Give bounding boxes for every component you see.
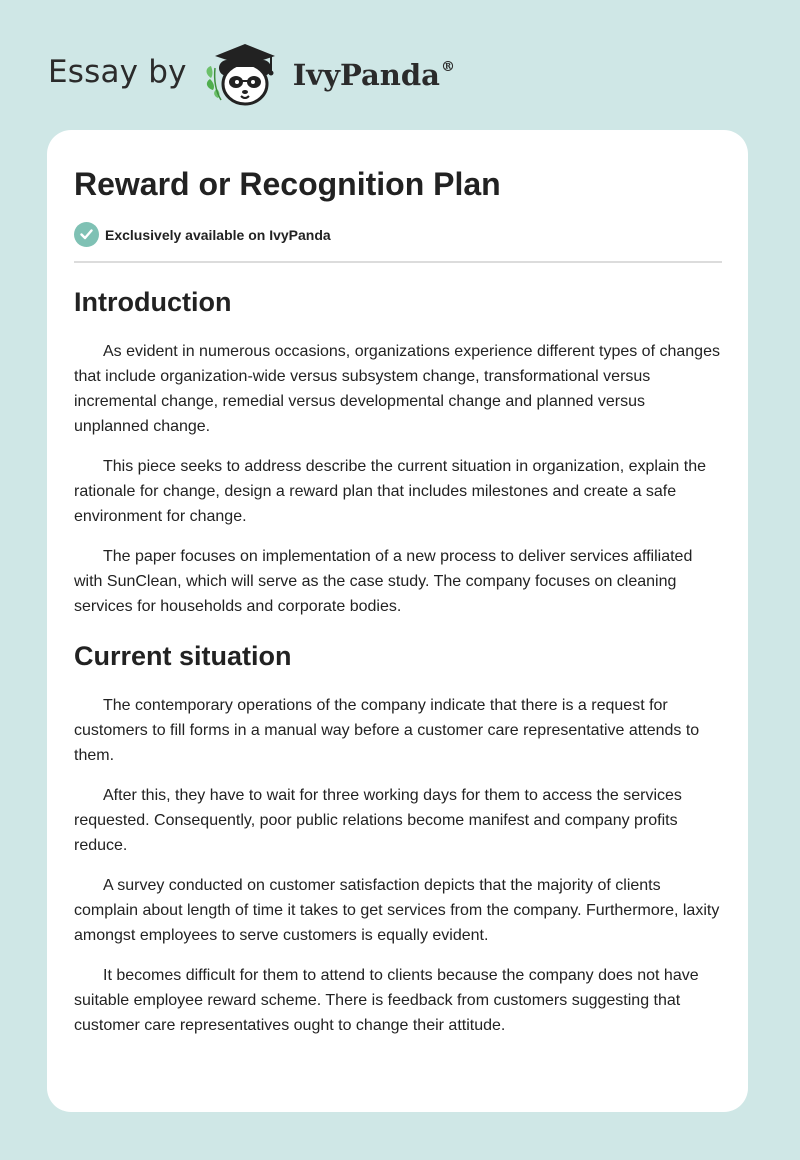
- exclusive-badge-text: Exclusively available on IvyPanda: [105, 226, 331, 243]
- paragraph: After this, they have to wait for three working days for them to access the services requested. Consequently, poor public relations become manifest and company profits reduce.: [74, 787, 682, 854]
- divider: [74, 261, 722, 263]
- article-title: Reward or Recognition Plan: [74, 166, 501, 202]
- brand-text: IvyPanda: [292, 58, 440, 92]
- paragraph: A survey conducted on customer satisfaction depicts that the majority of clients complain about length of time it takes to get services from the company. Furthermore, laxity amongst employees to serve customers is equally evident.: [74, 877, 720, 944]
- section-heading-current-situation: Current situation: [74, 641, 292, 671]
- paragraph: It becomes difficult for them to attend to clients because the company does not have suitable employee reward scheme. There is feedback from customers suggesting that customer care representatives ought to change their attitude.: [74, 967, 699, 1034]
- panda-logo-icon[interactable]: [201, 38, 289, 110]
- section-heading-introduction: Introduction: [74, 287, 232, 317]
- paragraph: The contemporary operations of the company indicate that there is a request for customers to fill forms in a manual way before a customer care representative attends to them.: [74, 697, 700, 764]
- registered-mark: ®: [440, 59, 455, 75]
- site-header: [48, 38, 455, 110]
- check-icon: [74, 222, 99, 247]
- essay-by-label: Essay by: [48, 54, 187, 90]
- paragraph: The paper focuses on implementation of a new process to deliver services affiliated with SunClean, which will serve as the case study. The company focuses on cleaning services for households and corporate bodies.: [74, 548, 693, 615]
- brand-name[interactable]: [293, 58, 455, 92]
- paragraph: As evident in numerous occasions, organizations experience different types of changes that include organization-wide versus subsystem change, transformational versus incremental change, remedial versus developmental change and planned versus unplanned change.: [74, 343, 720, 435]
- article-card: [47, 130, 748, 1112]
- paragraph: This piece seeks to address describe the current situation in organization, explain the rationale for change, design a reward plan that includes milestones and create a safe environment for change.: [74, 458, 707, 525]
- exclusive-badge: [74, 222, 722, 247]
